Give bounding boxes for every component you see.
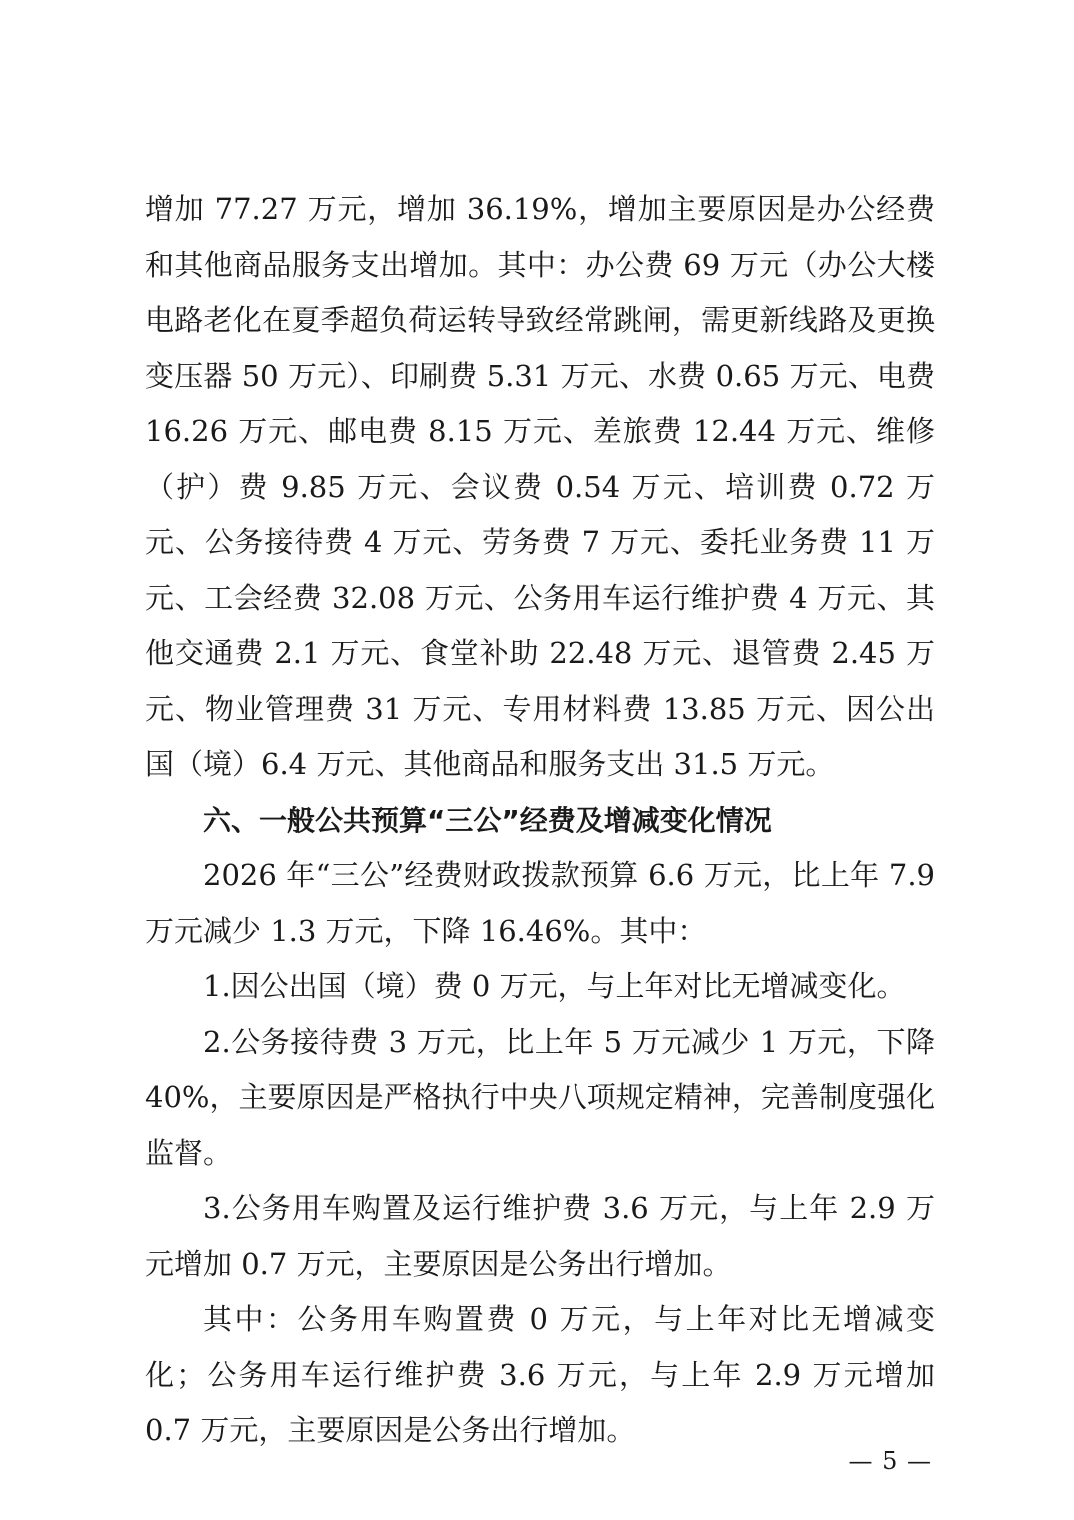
paragraph-vehicle-breakdown: 其中：公务用车购置费 0 万元，与上年对比无增减变化；公务用车运行维护费 3.6 万元，与上年 2.9 万元增加 0.7 万元，主要原因是公务出行增加。 <box>145 1302 935 1447</box>
paragraph-vehicle-expenses: 3.公务用车购置及运行维护费 3.6 万元，与上年 2.9 万元增加 0.7 万元，主要原因是公务出行增加。 <box>145 1191 935 1281</box>
document-body <box>145 182 935 1459</box>
section-heading-three-public-expenses: 六、一般公共预算“三公”经费及增减变化情况 <box>203 803 772 837</box>
paragraph-overseas-travel: 1.因公出国（境）费 0 万元，与上年对比无增减变化。 <box>203 969 906 1003</box>
page-number: — 5 — <box>848 1447 932 1475</box>
paragraph-three-public-summary: 2026 年“三公”经费财政拨款预算 6.6 万元，比上年 7.9 万元减少 1.3 万元，下降 16.46%。其中： <box>145 858 935 948</box>
paragraph-expense-details: 增加 77.27 万元，增加 36.19%，增加主要原因是办公经费和其他商品服务支出增加。其中：办公费 69 万元（办公大楼电路老化在夏季超负荷运转导致经常跳闸，需更新线路及更换变压器 50 万元）、印刷费 5.31 万元、水费 0.65 万元、电费 16.26 万元、邮电费 8.15 万元、差旅费 12.44 万元、维修（护）费 9.85 万元、会议费 0.54 万元、培训费 0.72 万元、公务接待费 4 万元、劳务费 7 万元、委托业务费 11 万元、工会经费 32.08 万元、公务用车运行维护费 4 万元、其他交通费 2.1 万元、食堂补助 22.48 万元、退管费 2.45 万元、物业管理费 31 万元、专用材料费 13.85 万元、因公出国（境）6.4 万元、其他商品和服务支出 31.5 万元。 <box>145 192 935 781</box>
paragraph-reception-expenses: 2.公务接待费 3 万元，比上年 5 万元减少 1 万元，下降 40%，主要原因是严格执行中央八项规定精神，完善制度强化监督。 <box>145 1024 935 1170</box>
